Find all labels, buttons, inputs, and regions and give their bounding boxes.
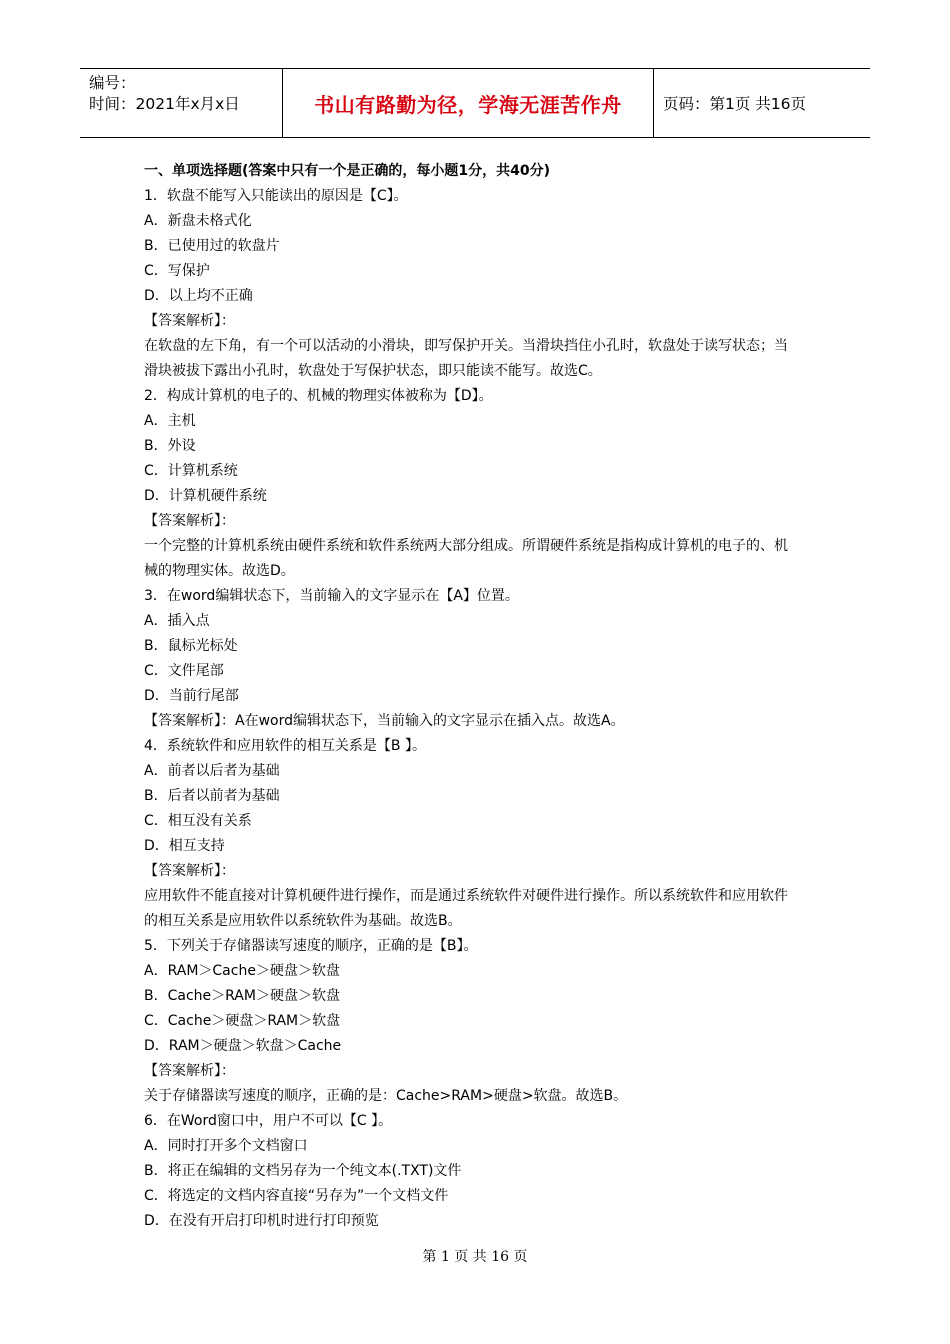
document-time-label: 时间：2021年x月x日: [89, 95, 240, 113]
question-1: [144, 184, 814, 384]
option-b: B．已使用过的软盘片: [144, 238, 280, 254]
question-6: [144, 1109, 814, 1234]
question-3: [144, 584, 814, 734]
analysis-label: 【答案解析】：: [144, 863, 235, 879]
header-page-info: 页码：第1页 共16页: [663, 95, 807, 113]
question-stem: 4．系统软件和应用软件的相互关系是【B 】。: [144, 738, 426, 754]
analysis-label: 【答案解析】：: [144, 513, 235, 529]
analysis-text: 应用软件不能直接对计算机硬件进行操作，而是通过系统软件对硬件进行操作。所以系统软件和应用软件: [144, 888, 788, 904]
question-stem: 5．下列关于存储器读写速度的顺序，正确的是【B】。: [144, 938, 478, 954]
option-c: C．计算机系统: [144, 463, 238, 479]
question-stem: 3．在word编辑状态下，当前输入的文字显示在【A】位置。: [144, 588, 519, 604]
option-a: A．主机: [144, 413, 196, 429]
header-meta-cell: [80, 69, 282, 137]
question-4: [144, 734, 814, 934]
document-header: [80, 68, 870, 138]
option-d: D．以上均不正确: [144, 288, 253, 304]
analysis-label: 【答案解析】：: [144, 1063, 235, 1079]
question-2: [144, 384, 814, 584]
option-a: A．RAM＞Cache＞硬盘＞软盘: [144, 963, 340, 979]
analysis-text: 滑块被拔下露出小孔时，软盘处于写保护状态，即只能读不能写。故选C。: [144, 363, 602, 379]
analysis-text: 械的物理实体。故选D。: [144, 563, 295, 579]
option-d: D．相互支持: [144, 838, 225, 854]
question-stem: 2．构成计算机的电子的、机械的物理实体被称为【D】。: [144, 388, 493, 404]
option-a: A．插入点: [144, 613, 210, 629]
option-d: D．RAM＞硬盘＞软盘＞Cache: [144, 1038, 342, 1054]
analysis-text: 的相互关系是应用软件以系统软件为基础。故选B。: [144, 913, 462, 929]
option-b: B．后者以前者为基础: [144, 788, 280, 804]
document-number-label: 编号：: [89, 74, 136, 92]
analysis-label: 【答案解析】：A在word编辑状态下，当前输入的文字显示在插入点。故选A。: [144, 713, 625, 729]
option-c: C．将选定的文档内容直接“另存为”一个文档文件: [144, 1188, 449, 1204]
analysis-text: 关于存储器读写速度的顺序，正确的是：Cache>RAM>硬盘>软盘。故选B。: [144, 1088, 628, 1104]
question-stem: 6．在Word窗口中，用户不可以【C 】。: [144, 1113, 393, 1129]
section-title: 一、单项选择题(答案中只有一个是正确的，每小题1分，共40分): [144, 163, 551, 179]
option-d: D．当前行尾部: [144, 688, 239, 704]
analysis-text: 在软盘的左下角，有一个可以活动的小滑块，即写保护开关。当滑块挡住小孔时，软盘处于读写状态；当: [144, 338, 788, 354]
question-5: [144, 934, 814, 1109]
page-footer: 第 1 页 共 16 页: [422, 1249, 528, 1265]
option-a: A．前者以后者为基础: [144, 763, 280, 779]
header-motto: 书山有路勤为径，学海无涯苦作舟: [282, 69, 654, 137]
analysis-text: 一个完整的计算机系统由硬件系统和软件系统两大部分组成。所谓硬件系统是指构成计算机的电子的、机: [144, 538, 788, 554]
option-a: A．新盘未格式化: [144, 213, 252, 229]
option-b: B．将正在编辑的文档另存为一个纯文本(.TXT)文件: [144, 1163, 462, 1179]
option-c: C．Cache＞硬盘＞RAM＞软盘: [144, 1013, 341, 1029]
question-stem: 1．软盘不能写入只能读出的原因是【C】。: [144, 188, 408, 204]
option-d: D．在没有开启打印机时进行打印预览: [144, 1213, 379, 1229]
option-b: B．外设: [144, 438, 196, 454]
document-body: [144, 159, 814, 1234]
option-c: C．文件尾部: [144, 663, 224, 679]
option-a: A．同时打开多个文档窗口: [144, 1138, 308, 1154]
analysis-label: 【答案解析】：: [144, 313, 235, 329]
option-c: C．写保护: [144, 263, 210, 279]
option-b: B．鼠标光标处: [144, 638, 238, 654]
option-d: D．计算机硬件系统: [144, 488, 267, 504]
option-b: B．Cache＞RAM＞硬盘＞软盘: [144, 988, 340, 1004]
option-c: C．相互没有关系: [144, 813, 252, 829]
